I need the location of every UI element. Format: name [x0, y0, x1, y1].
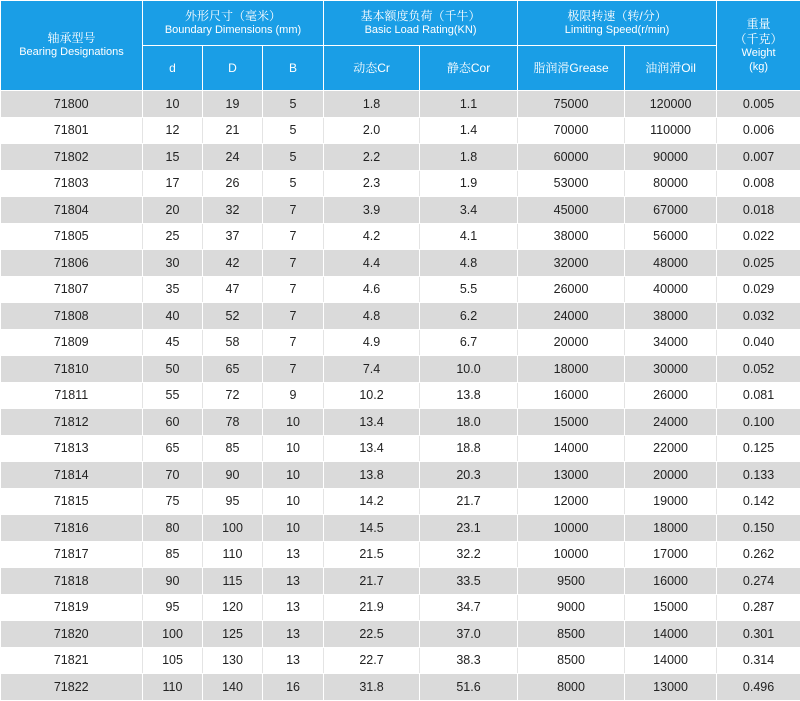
cell-B: 13 [263, 621, 324, 648]
cell-D: 52 [203, 303, 263, 330]
cell-weight: 0.496 [717, 674, 800, 701]
cell-D: 85 [203, 435, 263, 462]
cell-B: 10 [263, 462, 324, 489]
cell-designation: 71805 [1, 223, 143, 250]
cell-cor: 18.8 [420, 435, 518, 462]
cell-cor: 23.1 [420, 515, 518, 542]
table-row [1, 197, 800, 224]
cell-grease: 18000 [518, 356, 625, 383]
cell-designation: 71812 [1, 409, 143, 436]
cell-weight: 0.008 [717, 170, 800, 197]
cell-B: 13 [263, 594, 324, 621]
cell-weight: 0.133 [717, 462, 800, 489]
cell-designation: 71811 [1, 382, 143, 409]
cell-weight: 0.314 [717, 647, 800, 674]
header-dimensions [143, 1, 324, 46]
cell-B: 5 [263, 144, 324, 171]
header-dynamic-cr: 动态Cr [324, 46, 420, 91]
cell-oil: 30000 [625, 356, 717, 383]
cell-weight: 0.081 [717, 382, 800, 409]
header-load-rating [324, 1, 518, 46]
cell-D: 47 [203, 276, 263, 303]
cell-cor: 1.1 [420, 91, 518, 118]
cell-cor: 20.3 [420, 462, 518, 489]
cell-weight: 0.301 [717, 621, 800, 648]
cell-designation: 71821 [1, 647, 143, 674]
cell-B: 7 [263, 250, 324, 277]
cell-D: 65 [203, 356, 263, 383]
cell-designation: 71819 [1, 594, 143, 621]
header-limiting-speed [518, 1, 717, 46]
cell-oil: 13000 [625, 674, 717, 701]
header-weight [717, 1, 800, 91]
cell-cor: 6.2 [420, 303, 518, 330]
cell-B: 9 [263, 382, 324, 409]
header-weight-en2: (kg) [717, 61, 800, 75]
cell-weight: 0.032 [717, 303, 800, 330]
cell-cor: 18.0 [420, 409, 518, 436]
cell-cr: 3.9 [324, 197, 420, 224]
cell-cr: 13.4 [324, 435, 420, 462]
cell-cor: 3.4 [420, 197, 518, 224]
header-B: B [263, 46, 324, 91]
cell-weight: 0.025 [717, 250, 800, 277]
header-weight-zh1: 重量 [717, 17, 800, 32]
table-row [1, 117, 800, 144]
cell-B: 13 [263, 647, 324, 674]
cell-D: 21 [203, 117, 263, 144]
cell-d: 65 [143, 435, 203, 462]
cell-B: 10 [263, 488, 324, 515]
table-row [1, 329, 800, 356]
header-speed-zh: 极限转速（转/分） [518, 9, 716, 24]
table-row [1, 382, 800, 409]
table-row [1, 223, 800, 250]
cell-D: 24 [203, 144, 263, 171]
cell-d: 10 [143, 91, 203, 118]
cell-B: 5 [263, 170, 324, 197]
cell-grease: 15000 [518, 409, 625, 436]
cell-designation: 71801 [1, 117, 143, 144]
cell-designation: 71815 [1, 488, 143, 515]
cell-B: 7 [263, 329, 324, 356]
cell-d: 110 [143, 674, 203, 701]
cell-cr: 21.7 [324, 568, 420, 595]
cell-oil: 80000 [625, 170, 717, 197]
cell-D: 90 [203, 462, 263, 489]
cell-cor: 21.7 [420, 488, 518, 515]
cell-grease: 9000 [518, 594, 625, 621]
cell-cor: 13.8 [420, 382, 518, 409]
cell-weight: 0.274 [717, 568, 800, 595]
cell-grease: 24000 [518, 303, 625, 330]
cell-cr: 10.2 [324, 382, 420, 409]
table-row [1, 91, 800, 118]
cell-d: 80 [143, 515, 203, 542]
cell-B: 7 [263, 276, 324, 303]
table-row [1, 462, 800, 489]
cell-weight: 0.052 [717, 356, 800, 383]
table-row [1, 621, 800, 648]
cell-B: 13 [263, 568, 324, 595]
cell-cr: 1.8 [324, 91, 420, 118]
table-row [1, 409, 800, 436]
cell-d: 85 [143, 541, 203, 568]
cell-oil: 48000 [625, 250, 717, 277]
header-d: d [143, 46, 203, 91]
cell-d: 55 [143, 382, 203, 409]
cell-grease: 70000 [518, 117, 625, 144]
cell-cr: 14.5 [324, 515, 420, 542]
cell-d: 45 [143, 329, 203, 356]
header-load-zh: 基本额度负荷（千牛） [324, 9, 517, 24]
cell-weight: 0.007 [717, 144, 800, 171]
cell-oil: 120000 [625, 91, 717, 118]
cell-D: 26 [203, 170, 263, 197]
table-row [1, 674, 800, 701]
cell-oil: 40000 [625, 276, 717, 303]
cell-designation: 71816 [1, 515, 143, 542]
cell-designation: 71822 [1, 674, 143, 701]
cell-designation: 71804 [1, 197, 143, 224]
cell-B: 16 [263, 674, 324, 701]
cell-oil: 24000 [625, 409, 717, 436]
cell-D: 72 [203, 382, 263, 409]
cell-D: 19 [203, 91, 263, 118]
header-designation [1, 1, 143, 91]
cell-cr: 2.2 [324, 144, 420, 171]
cell-D: 42 [203, 250, 263, 277]
table-row [1, 594, 800, 621]
cell-cr: 21.9 [324, 594, 420, 621]
cell-d: 35 [143, 276, 203, 303]
cell-d: 100 [143, 621, 203, 648]
header-weight-zh2: （千克） [717, 32, 800, 47]
cell-cr: 22.5 [324, 621, 420, 648]
cell-D: 95 [203, 488, 263, 515]
cell-B: 5 [263, 117, 324, 144]
cell-cr: 4.6 [324, 276, 420, 303]
cell-designation: 71810 [1, 356, 143, 383]
cell-grease: 12000 [518, 488, 625, 515]
cell-D: 37 [203, 223, 263, 250]
cell-d: 25 [143, 223, 203, 250]
cell-cr: 22.7 [324, 647, 420, 674]
cell-designation: 71803 [1, 170, 143, 197]
cell-cr: 4.8 [324, 303, 420, 330]
cell-grease: 38000 [518, 223, 625, 250]
cell-oil: 67000 [625, 197, 717, 224]
cell-d: 70 [143, 462, 203, 489]
cell-d: 95 [143, 594, 203, 621]
cell-cor: 38.3 [420, 647, 518, 674]
table-row [1, 276, 800, 303]
cell-oil: 18000 [625, 515, 717, 542]
cell-d: 30 [143, 250, 203, 277]
cell-weight: 0.040 [717, 329, 800, 356]
cell-designation: 71817 [1, 541, 143, 568]
cell-designation: 71809 [1, 329, 143, 356]
cell-grease: 10000 [518, 515, 625, 542]
cell-designation: 71818 [1, 568, 143, 595]
table-row [1, 488, 800, 515]
cell-oil: 14000 [625, 621, 717, 648]
table-row [1, 541, 800, 568]
cell-B: 13 [263, 541, 324, 568]
cell-d: 15 [143, 144, 203, 171]
cell-oil: 26000 [625, 382, 717, 409]
cell-weight: 0.018 [717, 197, 800, 224]
cell-d: 40 [143, 303, 203, 330]
cell-D: 120 [203, 594, 263, 621]
table-row [1, 515, 800, 542]
table-row [1, 356, 800, 383]
cell-cor: 37.0 [420, 621, 518, 648]
header-D: D [203, 46, 263, 91]
cell-oil: 22000 [625, 435, 717, 462]
cell-cor: 32.2 [420, 541, 518, 568]
cell-weight: 0.150 [717, 515, 800, 542]
cell-weight: 0.142 [717, 488, 800, 515]
table-row [1, 144, 800, 171]
table-row [1, 435, 800, 462]
cell-B: 5 [263, 91, 324, 118]
cell-d: 17 [143, 170, 203, 197]
cell-grease: 75000 [518, 91, 625, 118]
cell-weight: 0.005 [717, 91, 800, 118]
cell-d: 20 [143, 197, 203, 224]
table-row [1, 170, 800, 197]
cell-B: 7 [263, 356, 324, 383]
cell-grease: 9500 [518, 568, 625, 595]
cell-cor: 5.5 [420, 276, 518, 303]
cell-cor: 1.8 [420, 144, 518, 171]
table-body [1, 91, 800, 701]
cell-D: 110 [203, 541, 263, 568]
cell-grease: 16000 [518, 382, 625, 409]
cell-cor: 6.7 [420, 329, 518, 356]
cell-weight: 0.125 [717, 435, 800, 462]
cell-oil: 20000 [625, 462, 717, 489]
cell-weight: 0.262 [717, 541, 800, 568]
cell-d: 90 [143, 568, 203, 595]
cell-cr: 7.4 [324, 356, 420, 383]
cell-grease: 14000 [518, 435, 625, 462]
cell-d: 75 [143, 488, 203, 515]
cell-D: 58 [203, 329, 263, 356]
cell-cr: 4.2 [324, 223, 420, 250]
cell-weight: 0.100 [717, 409, 800, 436]
table-row [1, 303, 800, 330]
cell-cr: 4.4 [324, 250, 420, 277]
cell-cr: 21.5 [324, 541, 420, 568]
cell-oil: 56000 [625, 223, 717, 250]
cell-oil: 14000 [625, 647, 717, 674]
cell-d: 12 [143, 117, 203, 144]
header-dimensions-en: Boundary Dimensions (mm) [143, 24, 323, 38]
header-speed-en: Limiting Speed(r/min) [518, 24, 716, 38]
cell-cor: 10.0 [420, 356, 518, 383]
cell-designation: 71814 [1, 462, 143, 489]
cell-grease: 13000 [518, 462, 625, 489]
cell-d: 60 [143, 409, 203, 436]
cell-cr: 31.8 [324, 674, 420, 701]
cell-cor: 51.6 [420, 674, 518, 701]
cell-cr: 4.9 [324, 329, 420, 356]
table-header [1, 1, 800, 91]
cell-oil: 19000 [625, 488, 717, 515]
cell-cr: 13.4 [324, 409, 420, 436]
cell-oil: 110000 [625, 117, 717, 144]
cell-D: 78 [203, 409, 263, 436]
cell-D: 130 [203, 647, 263, 674]
cell-designation: 71800 [1, 91, 143, 118]
cell-grease: 60000 [518, 144, 625, 171]
cell-D: 140 [203, 674, 263, 701]
cell-grease: 8500 [518, 621, 625, 648]
cell-B: 10 [263, 435, 324, 462]
table-row [1, 647, 800, 674]
cell-B: 7 [263, 197, 324, 224]
header-dimensions-zh: 外形尺寸（毫米） [143, 9, 323, 24]
cell-oil: 16000 [625, 568, 717, 595]
cell-D: 32 [203, 197, 263, 224]
cell-oil: 17000 [625, 541, 717, 568]
table-row [1, 568, 800, 595]
cell-grease: 10000 [518, 541, 625, 568]
table-row [1, 250, 800, 277]
cell-cr: 2.3 [324, 170, 420, 197]
header-weight-en1: Weight [717, 47, 800, 61]
cell-B: 7 [263, 223, 324, 250]
cell-grease: 8000 [518, 674, 625, 701]
cell-cor: 4.1 [420, 223, 518, 250]
cell-oil: 34000 [625, 329, 717, 356]
cell-cr: 14.2 [324, 488, 420, 515]
cell-designation: 71806 [1, 250, 143, 277]
header-designation-zh: 轴承型号 [1, 31, 142, 46]
cell-designation: 71813 [1, 435, 143, 462]
cell-grease: 32000 [518, 250, 625, 277]
cell-D: 115 [203, 568, 263, 595]
header-load-en: Basic Load Rating(KN) [324, 24, 517, 38]
cell-oil: 38000 [625, 303, 717, 330]
cell-weight: 0.022 [717, 223, 800, 250]
cell-grease: 26000 [518, 276, 625, 303]
cell-weight: 0.287 [717, 594, 800, 621]
cell-D: 125 [203, 621, 263, 648]
cell-designation: 71820 [1, 621, 143, 648]
header-oil: 油润滑Oil [625, 46, 717, 91]
cell-cr: 13.8 [324, 462, 420, 489]
cell-grease: 45000 [518, 197, 625, 224]
cell-B: 10 [263, 409, 324, 436]
cell-grease: 20000 [518, 329, 625, 356]
cell-B: 7 [263, 303, 324, 330]
cell-designation: 71802 [1, 144, 143, 171]
header-static-cor: 静态Cor [420, 46, 518, 91]
cell-cr: 2.0 [324, 117, 420, 144]
cell-oil: 15000 [625, 594, 717, 621]
cell-cor: 34.7 [420, 594, 518, 621]
cell-cor: 1.9 [420, 170, 518, 197]
cell-weight: 0.006 [717, 117, 800, 144]
cell-weight: 0.029 [717, 276, 800, 303]
cell-grease: 53000 [518, 170, 625, 197]
cell-cor: 4.8 [420, 250, 518, 277]
cell-designation: 71808 [1, 303, 143, 330]
cell-d: 50 [143, 356, 203, 383]
cell-d: 105 [143, 647, 203, 674]
header-grease: 脂润滑Grease [518, 46, 625, 91]
cell-oil: 90000 [625, 144, 717, 171]
cell-grease: 8500 [518, 647, 625, 674]
cell-B: 10 [263, 515, 324, 542]
header-designation-en: Bearing Designations [1, 46, 142, 60]
cell-cor: 33.5 [420, 568, 518, 595]
cell-D: 100 [203, 515, 263, 542]
cell-designation: 71807 [1, 276, 143, 303]
cell-cor: 1.4 [420, 117, 518, 144]
